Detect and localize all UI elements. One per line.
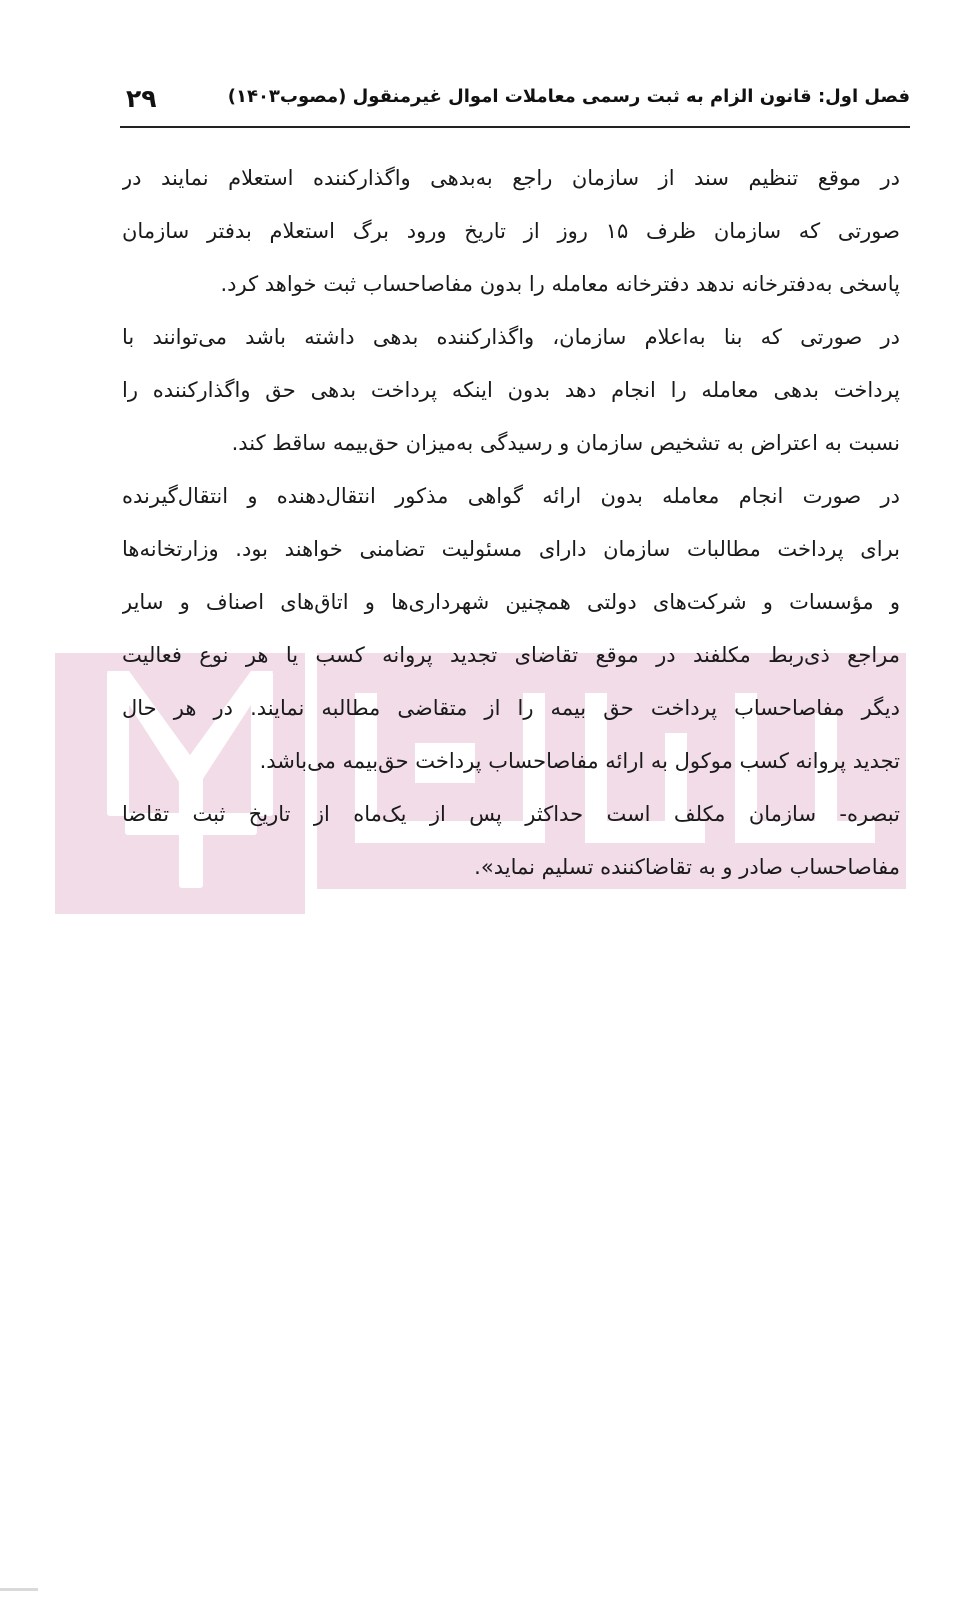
text-line: تبصره- سازمان مکلف است حداکثر پس از یک‌ماه از تاریخ ثبت تقاضا [122,802,900,826]
text-line: صورتی که سازمان ظرف ۱۵ روز از تاریخ ورود برگ استعلام بدفتر سازمان [122,219,900,243]
body-paragraph [122,152,900,894]
text-line: در موقع تنظیم سند از سازمان راجع به‌بدهی واگذارکننده استعلام نمایند در [122,166,900,190]
text-line: نسبت به اعتراض به تشخیص سازمان و رسیدگی به‌میزان حق‌بیمه ساقط کند. [231,431,900,455]
text-line: پاسخی به‌دفترخانه ندهد دفترخانه معامله را بدون مفاصاحساب ثبت خواهد کرد. [220,272,900,296]
running-title: فصل اول: قانون الزام به ثبت رسمی معاملات اموال غیرمنقول (مصوب۱۴۰۳) [227,86,910,107]
text-line: تجدید پروانه کسب موکول به ارائه مفاصاحساب پرداخت حق‌بیمه می‌باشد. [259,749,900,773]
header-divider [120,126,910,128]
text-line: در صورت انجام معامله بدون ارائه گواهی مذکور انتقال‌دهنده و انتقال‌گیرنده [122,484,900,508]
page-number: ۲۹ [126,84,157,113]
text-line: و مؤسسات و شرکت‌های دولتی همچنین شهرداری‌ها و اتاق‌های اصناف و سایر [122,590,900,614]
text-line: دیگر مفاصاحساب پرداخت حق بیمه را از متقاضی مطالبه نمایند. در هر حال [122,696,900,720]
text-line: برای پرداخت مطالبات سازمان دارای مسئولیت تضامنی خواهند بود. وزارتخانه‌ها [122,537,900,561]
scan-edge-mark [0,1588,38,1591]
text-line: مراجع ذی‌ربط مکلفند در موقع تقاضای تجدید پروانه کسب یا هر نوع فعالیت [122,643,900,667]
text-line: در صورتی که بنا به‌اعلام سازمان، واگذارکننده بدهی داشته باشد می‌توانند با [122,325,900,349]
text-line: مفاصاحساب صادر و به تقاضاکننده تسلیم نماید». [474,855,900,879]
page-header [120,84,910,118]
text-line: پرداخت بدهی معامله را انجام دهد بدون اینکه پرداخت بدهی حق واگذارکننده را [122,378,900,402]
